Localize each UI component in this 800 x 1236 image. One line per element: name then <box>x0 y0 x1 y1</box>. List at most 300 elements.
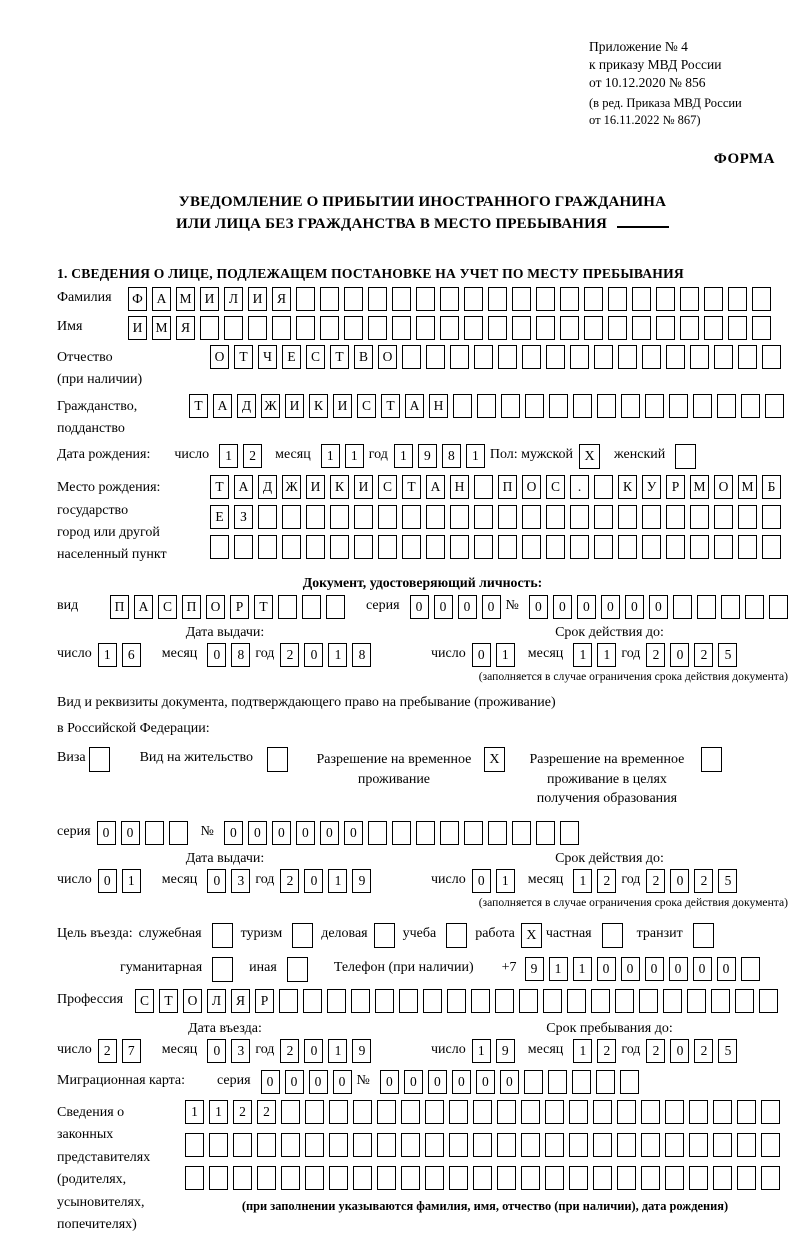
char-cell[interactable] <box>305 1166 324 1190</box>
char-cell[interactable] <box>401 1166 420 1190</box>
char-cell[interactable] <box>687 989 706 1013</box>
char-cell[interactable]: 2 <box>280 869 299 893</box>
residence-permit-checkbox[interactable] <box>267 747 288 772</box>
visa-checkbox[interactable] <box>89 747 110 772</box>
char-cell[interactable]: К <box>618 475 637 499</box>
char-cell[interactable] <box>453 394 472 418</box>
char-cell[interactable] <box>762 505 781 529</box>
char-cell[interactable]: 0 <box>434 595 453 619</box>
char-cell[interactable]: О <box>378 345 397 369</box>
char-cell[interactable] <box>329 1133 348 1157</box>
char-cell[interactable] <box>233 1133 252 1157</box>
char-cell[interactable] <box>769 595 788 619</box>
char-cell[interactable] <box>745 595 764 619</box>
char-cell[interactable] <box>501 394 520 418</box>
char-cell[interactable]: Е <box>210 505 229 529</box>
char-cell[interactable]: . <box>570 475 589 499</box>
char-cell[interactable] <box>399 989 418 1013</box>
char-cell[interactable] <box>690 345 709 369</box>
purpose-tourism-checkbox[interactable] <box>292 923 313 948</box>
char-cell[interactable] <box>224 316 243 340</box>
char-cell[interactable]: О <box>206 595 225 619</box>
char-cell[interactable] <box>569 1166 588 1190</box>
char-cell[interactable]: 0 <box>670 643 689 667</box>
char-cell[interactable] <box>663 989 682 1013</box>
char-cell[interactable]: Е <box>282 345 301 369</box>
char-cell[interactable]: 1 <box>345 444 364 468</box>
char-cell[interactable] <box>512 821 531 845</box>
char-cell[interactable] <box>693 394 712 418</box>
char-cell[interactable] <box>281 1133 300 1157</box>
char-cell[interactable] <box>666 505 685 529</box>
char-cell[interactable] <box>169 821 188 845</box>
char-cell[interactable] <box>330 505 349 529</box>
char-cell[interactable] <box>488 316 507 340</box>
char-cell[interactable] <box>728 316 747 340</box>
char-cell[interactable] <box>738 535 757 559</box>
char-cell[interactable]: А <box>405 394 424 418</box>
char-cell[interactable]: 6 <box>122 643 141 667</box>
char-cell[interactable] <box>302 595 321 619</box>
char-cell[interactable]: 1 <box>122 869 141 893</box>
char-cell[interactable] <box>305 1133 324 1157</box>
char-cell[interactable] <box>597 394 616 418</box>
char-cell[interactable]: 0 <box>625 595 644 619</box>
char-cell[interactable] <box>545 1100 564 1124</box>
char-cell[interactable] <box>573 394 592 418</box>
char-cell[interactable] <box>615 989 634 1013</box>
char-cell[interactable] <box>377 1133 396 1157</box>
char-cell[interactable] <box>521 1166 540 1190</box>
char-cell[interactable]: 0 <box>304 1039 323 1063</box>
char-cell[interactable]: Л <box>224 287 243 311</box>
char-cell[interactable] <box>735 989 754 1013</box>
char-cell[interactable]: 1 <box>597 643 616 667</box>
char-cell[interactable]: Я <box>231 989 250 1013</box>
char-cell[interactable]: 1 <box>185 1100 204 1124</box>
char-cell[interactable] <box>591 989 610 1013</box>
char-cell[interactable] <box>673 595 692 619</box>
char-cell[interactable]: 0 <box>645 957 664 981</box>
char-cell[interactable]: 0 <box>285 1070 304 1094</box>
char-cell[interactable]: 1 <box>394 444 413 468</box>
char-cell[interactable]: 2 <box>280 1039 299 1063</box>
char-cell[interactable] <box>714 505 733 529</box>
char-cell[interactable] <box>618 505 637 529</box>
purpose-humanitarian-checkbox[interactable] <box>212 957 233 982</box>
char-cell[interactable] <box>378 535 397 559</box>
char-cell[interactable]: 3 <box>231 869 250 893</box>
char-cell[interactable] <box>464 316 483 340</box>
char-cell[interactable]: Я <box>272 287 291 311</box>
char-cell[interactable] <box>642 505 661 529</box>
char-cell[interactable] <box>392 287 411 311</box>
char-cell[interactable]: 8 <box>352 643 371 667</box>
char-cell[interactable]: 8 <box>442 444 461 468</box>
char-cell[interactable] <box>305 1100 324 1124</box>
char-cell[interactable] <box>450 535 469 559</box>
char-cell[interactable]: 1 <box>321 444 340 468</box>
char-cell[interactable] <box>738 345 757 369</box>
char-cell[interactable] <box>536 821 555 845</box>
char-cell[interactable]: И <box>248 287 267 311</box>
temp-residence-checkbox[interactable]: X <box>484 747 505 772</box>
char-cell[interactable]: Ф <box>128 287 147 311</box>
char-cell[interactable]: Я <box>176 316 195 340</box>
char-cell[interactable] <box>497 1166 516 1190</box>
char-cell[interactable] <box>282 535 301 559</box>
char-cell[interactable]: 0 <box>458 595 477 619</box>
temp-residence-education-checkbox[interactable] <box>701 747 722 772</box>
char-cell[interactable] <box>306 535 325 559</box>
char-cell[interactable] <box>713 1133 732 1157</box>
char-cell[interactable]: 2 <box>597 1039 616 1063</box>
char-cell[interactable]: 9 <box>418 444 437 468</box>
char-cell[interactable] <box>560 316 579 340</box>
char-cell[interactable] <box>368 316 387 340</box>
char-cell[interactable] <box>608 287 627 311</box>
char-cell[interactable]: О <box>522 475 541 499</box>
char-cell[interactable]: О <box>210 345 229 369</box>
char-cell[interactable]: 0 <box>529 595 548 619</box>
char-cell[interactable] <box>519 989 538 1013</box>
char-cell[interactable] <box>737 1166 756 1190</box>
char-cell[interactable]: М <box>690 475 709 499</box>
char-cell[interactable] <box>185 1166 204 1190</box>
char-cell[interactable] <box>618 535 637 559</box>
char-cell[interactable] <box>234 535 253 559</box>
char-cell[interactable]: Ж <box>282 475 301 499</box>
char-cell[interactable] <box>344 316 363 340</box>
char-cell[interactable] <box>741 957 760 981</box>
char-cell[interactable] <box>354 505 373 529</box>
char-cell[interactable]: 0 <box>597 957 616 981</box>
char-cell[interactable]: С <box>378 475 397 499</box>
char-cell[interactable] <box>666 345 685 369</box>
char-cell[interactable] <box>567 989 586 1013</box>
char-cell[interactable] <box>440 821 459 845</box>
purpose-other-checkbox[interactable] <box>287 957 308 982</box>
char-cell[interactable] <box>209 1133 228 1157</box>
char-cell[interactable]: Ж <box>261 394 280 418</box>
char-cell[interactable] <box>425 1133 444 1157</box>
char-cell[interactable] <box>416 287 435 311</box>
char-cell[interactable] <box>477 394 496 418</box>
char-cell[interactable] <box>416 316 435 340</box>
char-cell[interactable] <box>704 316 723 340</box>
char-cell[interactable]: 0 <box>380 1070 399 1094</box>
char-cell[interactable] <box>402 345 421 369</box>
char-cell[interactable]: 0 <box>670 1039 689 1063</box>
char-cell[interactable] <box>665 1133 684 1157</box>
char-cell[interactable]: 0 <box>261 1070 280 1094</box>
char-cell[interactable] <box>209 1166 228 1190</box>
char-cell[interactable] <box>449 1100 468 1124</box>
char-cell[interactable]: 0 <box>304 869 323 893</box>
char-cell[interactable] <box>741 394 760 418</box>
char-cell[interactable]: 2 <box>243 444 262 468</box>
char-cell[interactable] <box>377 1166 396 1190</box>
char-cell[interactable] <box>570 505 589 529</box>
char-cell[interactable] <box>353 1100 372 1124</box>
char-cell[interactable] <box>570 535 589 559</box>
char-cell[interactable] <box>426 345 445 369</box>
char-cell[interactable]: 0 <box>248 821 267 845</box>
char-cell[interactable]: А <box>426 475 445 499</box>
char-cell[interactable] <box>258 505 277 529</box>
char-cell[interactable] <box>545 1133 564 1157</box>
char-cell[interactable] <box>272 316 291 340</box>
char-cell[interactable]: З <box>234 505 253 529</box>
char-cell[interactable] <box>512 287 531 311</box>
char-cell[interactable] <box>401 1133 420 1157</box>
char-cell[interactable] <box>738 505 757 529</box>
char-cell[interactable]: 1 <box>209 1100 228 1124</box>
char-cell[interactable]: 1 <box>496 869 515 893</box>
char-cell[interactable]: Ч <box>258 345 277 369</box>
char-cell[interactable] <box>402 535 421 559</box>
char-cell[interactable] <box>495 989 514 1013</box>
char-cell[interactable]: 0 <box>482 595 501 619</box>
char-cell[interactable] <box>621 394 640 418</box>
char-cell[interactable]: 0 <box>121 821 140 845</box>
char-cell[interactable] <box>525 394 544 418</box>
char-cell[interactable] <box>618 345 637 369</box>
char-cell[interactable] <box>689 1133 708 1157</box>
char-cell[interactable]: Д <box>258 475 277 499</box>
char-cell[interactable] <box>278 595 297 619</box>
char-cell[interactable] <box>185 1133 204 1157</box>
char-cell[interactable]: 0 <box>621 957 640 981</box>
char-cell[interactable]: Т <box>402 475 421 499</box>
char-cell[interactable] <box>594 505 613 529</box>
char-cell[interactable] <box>522 345 541 369</box>
char-cell[interactable] <box>473 1166 492 1190</box>
char-cell[interactable]: 0 <box>553 595 572 619</box>
char-cell[interactable]: О <box>183 989 202 1013</box>
char-cell[interactable] <box>296 316 315 340</box>
char-cell[interactable] <box>392 821 411 845</box>
char-cell[interactable]: 0 <box>693 957 712 981</box>
char-cell[interactable] <box>737 1100 756 1124</box>
char-cell[interactable] <box>303 989 322 1013</box>
char-cell[interactable] <box>233 1166 252 1190</box>
char-cell[interactable]: С <box>357 394 376 418</box>
char-cell[interactable] <box>344 287 363 311</box>
char-cell[interactable] <box>425 1100 444 1124</box>
char-cell[interactable] <box>450 505 469 529</box>
char-cell[interactable]: Л <box>207 989 226 1013</box>
char-cell[interactable]: 0 <box>410 595 429 619</box>
char-cell[interactable]: 0 <box>272 821 291 845</box>
char-cell[interactable]: 9 <box>496 1039 515 1063</box>
char-cell[interactable] <box>449 1133 468 1157</box>
char-cell[interactable] <box>423 989 442 1013</box>
char-cell[interactable] <box>257 1166 276 1190</box>
char-cell[interactable] <box>281 1100 300 1124</box>
purpose-official-checkbox[interactable] <box>212 923 233 948</box>
char-cell[interactable]: 9 <box>352 869 371 893</box>
char-cell[interactable]: 5 <box>718 643 737 667</box>
char-cell[interactable]: Т <box>159 989 178 1013</box>
char-cell[interactable] <box>593 1133 612 1157</box>
purpose-study-checkbox[interactable] <box>446 923 467 948</box>
char-cell[interactable]: 0 <box>207 1039 226 1063</box>
char-cell[interactable]: 1 <box>328 1039 347 1063</box>
char-cell[interactable]: В <box>354 345 373 369</box>
char-cell[interactable] <box>546 535 565 559</box>
char-cell[interactable] <box>450 345 469 369</box>
char-cell[interactable]: С <box>158 595 177 619</box>
char-cell[interactable] <box>474 535 493 559</box>
char-cell[interactable] <box>617 1166 636 1190</box>
char-cell[interactable] <box>329 1100 348 1124</box>
char-cell[interactable]: 0 <box>97 821 116 845</box>
char-cell[interactable] <box>368 287 387 311</box>
char-cell[interactable] <box>258 535 277 559</box>
char-cell[interactable] <box>560 821 579 845</box>
char-cell[interactable] <box>488 821 507 845</box>
char-cell[interactable] <box>593 1166 612 1190</box>
char-cell[interactable] <box>645 394 664 418</box>
char-cell[interactable] <box>521 1133 540 1157</box>
char-cell[interactable] <box>425 1166 444 1190</box>
char-cell[interactable]: П <box>110 595 129 619</box>
char-cell[interactable] <box>440 316 459 340</box>
char-cell[interactable]: 0 <box>404 1070 423 1094</box>
char-cell[interactable]: А <box>134 595 153 619</box>
char-cell[interactable]: 2 <box>694 643 713 667</box>
char-cell[interactable] <box>522 505 541 529</box>
char-cell[interactable]: 1 <box>573 957 592 981</box>
char-cell[interactable] <box>474 475 493 499</box>
char-cell[interactable] <box>524 1070 543 1094</box>
char-cell[interactable] <box>471 989 490 1013</box>
char-cell[interactable]: 5 <box>718 869 737 893</box>
char-cell[interactable] <box>378 505 397 529</box>
char-cell[interactable] <box>594 535 613 559</box>
char-cell[interactable]: О <box>714 475 733 499</box>
char-cell[interactable] <box>680 316 699 340</box>
char-cell[interactable] <box>353 1166 372 1190</box>
char-cell[interactable]: 0 <box>333 1070 352 1094</box>
char-cell[interactable] <box>714 535 733 559</box>
purpose-work-checkbox[interactable]: X <box>521 923 542 948</box>
char-cell[interactable]: 2 <box>694 1039 713 1063</box>
char-cell[interactable]: 1 <box>328 643 347 667</box>
char-cell[interactable] <box>584 316 603 340</box>
char-cell[interactable]: 2 <box>257 1100 276 1124</box>
char-cell[interactable] <box>377 1100 396 1124</box>
char-cell[interactable]: И <box>333 394 352 418</box>
char-cell[interactable]: У <box>642 475 661 499</box>
char-cell[interactable] <box>536 287 555 311</box>
char-cell[interactable]: Т <box>210 475 229 499</box>
char-cell[interactable]: 0 <box>472 643 491 667</box>
char-cell[interactable] <box>545 1166 564 1190</box>
char-cell[interactable] <box>282 505 301 529</box>
char-cell[interactable]: 0 <box>601 595 620 619</box>
char-cell[interactable] <box>401 1100 420 1124</box>
char-cell[interactable]: Н <box>450 475 469 499</box>
char-cell[interactable] <box>762 535 781 559</box>
char-cell[interactable]: 0 <box>472 869 491 893</box>
char-cell[interactable]: И <box>285 394 304 418</box>
char-cell[interactable] <box>572 1070 591 1094</box>
char-cell[interactable]: П <box>498 475 517 499</box>
char-cell[interactable] <box>330 535 349 559</box>
char-cell[interactable]: 2 <box>233 1100 252 1124</box>
char-cell[interactable]: П <box>182 595 201 619</box>
char-cell[interactable]: 0 <box>309 1070 328 1094</box>
char-cell[interactable]: Н <box>429 394 448 418</box>
char-cell[interactable] <box>690 535 709 559</box>
char-cell[interactable]: 1 <box>328 869 347 893</box>
char-cell[interactable] <box>474 505 493 529</box>
char-cell[interactable]: И <box>200 287 219 311</box>
char-cell[interactable] <box>697 595 716 619</box>
char-cell[interactable]: 1 <box>573 643 592 667</box>
char-cell[interactable]: С <box>546 475 565 499</box>
char-cell[interactable] <box>522 535 541 559</box>
char-cell[interactable]: Р <box>255 989 274 1013</box>
char-cell[interactable]: К <box>309 394 328 418</box>
char-cell[interactable]: 1 <box>466 444 485 468</box>
gender-female-checkbox[interactable] <box>675 444 696 469</box>
char-cell[interactable] <box>281 1166 300 1190</box>
char-cell[interactable] <box>464 287 483 311</box>
char-cell[interactable]: Т <box>381 394 400 418</box>
char-cell[interactable] <box>721 595 740 619</box>
char-cell[interactable]: 2 <box>98 1039 117 1063</box>
char-cell[interactable] <box>497 1100 516 1124</box>
char-cell[interactable]: Р <box>230 595 249 619</box>
char-cell[interactable] <box>713 1100 732 1124</box>
char-cell[interactable]: 1 <box>573 1039 592 1063</box>
char-cell[interactable]: 0 <box>296 821 315 845</box>
char-cell[interactable] <box>761 1166 780 1190</box>
gender-male-checkbox[interactable]: X <box>579 444 600 469</box>
char-cell[interactable] <box>210 535 229 559</box>
char-cell[interactable]: 0 <box>320 821 339 845</box>
char-cell[interactable] <box>473 1133 492 1157</box>
char-cell[interactable]: 0 <box>717 957 736 981</box>
char-cell[interactable] <box>666 535 685 559</box>
char-cell[interactable] <box>326 595 345 619</box>
char-cell[interactable]: 2 <box>646 1039 665 1063</box>
char-cell[interactable]: 0 <box>577 595 596 619</box>
char-cell[interactable] <box>402 505 421 529</box>
char-cell[interactable] <box>632 287 651 311</box>
char-cell[interactable] <box>329 1166 348 1190</box>
char-cell[interactable] <box>665 1100 684 1124</box>
char-cell[interactable]: 0 <box>670 869 689 893</box>
char-cell[interactable] <box>543 989 562 1013</box>
char-cell[interactable] <box>737 1133 756 1157</box>
char-cell[interactable]: И <box>306 475 325 499</box>
char-cell[interactable] <box>488 287 507 311</box>
char-cell[interactable] <box>711 989 730 1013</box>
char-cell[interactable] <box>594 475 613 499</box>
char-cell[interactable] <box>368 821 387 845</box>
char-cell[interactable]: 7 <box>122 1039 141 1063</box>
char-cell[interactable]: 2 <box>646 643 665 667</box>
char-cell[interactable]: 3 <box>231 1039 250 1063</box>
char-cell[interactable]: 2 <box>646 869 665 893</box>
char-cell[interactable]: Т <box>254 595 273 619</box>
char-cell[interactable]: М <box>738 475 757 499</box>
char-cell[interactable] <box>296 287 315 311</box>
